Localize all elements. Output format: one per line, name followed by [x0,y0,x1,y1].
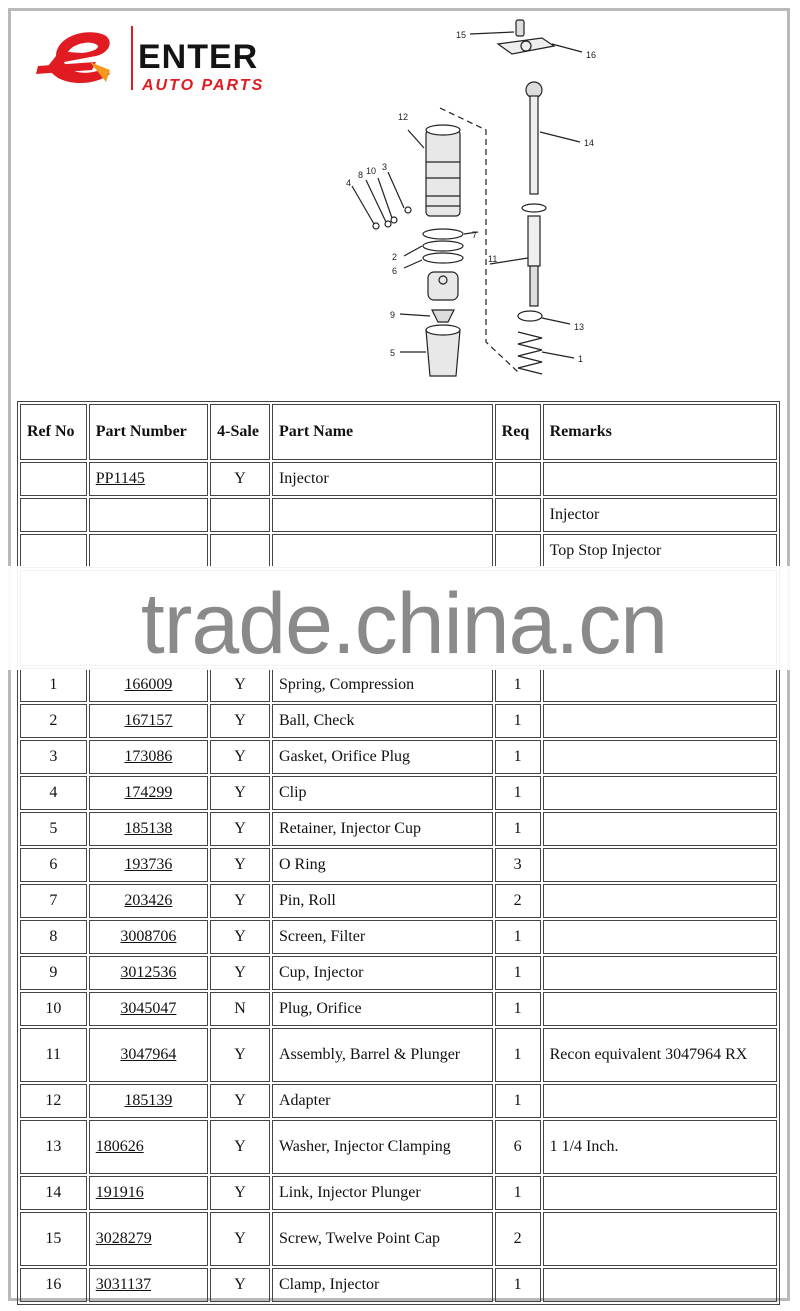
sale-cell [210,534,270,568]
part-number-link[interactable]: 3028279 [95,1230,152,1247]
part-name-cell: Screen, Filter [272,920,493,954]
header-remarks: Remarks [543,404,777,460]
table-parts-rows [20,668,777,1302]
part-number-link[interactable]: 167157 [124,712,173,729]
ref-cell: 13 [20,1120,87,1174]
ref-cell: 15 [20,1212,87,1266]
ref-cell [20,462,87,496]
part-number-cell [89,1268,208,1302]
part-number-cell [89,956,208,990]
req-cell: 2 [495,1212,541,1266]
table-row [20,920,777,954]
remarks-cell [543,462,777,496]
sale-cell: Y [210,1212,270,1266]
req-cell: 6 [495,1120,541,1174]
part-number-link[interactable]: 3047964 [120,1046,177,1063]
part-number-cell [89,776,208,810]
remarks-cell [543,848,777,882]
part-number-cell [89,884,208,918]
header-part-name: Part Name [272,404,493,460]
sale-cell: Y [210,812,270,846]
injector-diagram-icon [330,12,630,392]
remarks-cell [543,884,777,918]
callout-label: 16 [586,50,597,60]
part-number-link[interactable]: 3045047 [120,1000,177,1017]
remarks-cell [543,740,777,774]
callout-label: 5 [390,348,396,358]
part-name-cell: Pin, Roll [272,884,493,918]
part-number-link[interactable]: 3012536 [120,964,177,981]
sale-cell: Y [210,1268,270,1302]
remarks-cell [543,1176,777,1210]
part-number-link[interactable]: 185138 [124,820,173,837]
ref-cell: 8 [20,920,87,954]
parts-table [17,401,780,1305]
part-name-cell: Washer, Injector Clamping [272,1120,493,1174]
part-name-cell: Retainer, Injector Cup [272,812,493,846]
req-cell: 1 [495,1176,541,1210]
part-number-cell [89,1176,208,1210]
ref-cell: 9 [20,956,87,990]
table-row [20,776,777,810]
part-name-cell: Assembly, Barrel & Plunger [272,1028,493,1082]
callout-label: 11 [488,254,498,264]
remarks-cell: Top Stop Injector [543,534,777,568]
brand-logo [34,22,274,92]
callout-label: 2 [392,252,398,262]
part-name-cell: Adapter [272,1084,493,1118]
sale-cell: Y [210,1084,270,1118]
remarks-cell: Injector [543,498,777,532]
sale-cell: Y [210,704,270,738]
header-ref-no: Ref No [20,404,87,460]
logo-wordmark: ENTER [138,38,259,76]
table-top-rows [20,462,777,568]
ref-cell: 3 [20,740,87,774]
part-name-cell: O Ring [272,848,493,882]
part-number-cell [89,920,208,954]
part-number-link[interactable]: 166009 [124,676,173,693]
callout-label: 12 [398,112,409,122]
ref-cell: 6 [20,848,87,882]
remarks-cell [543,992,777,1026]
ref-cell: 11 [20,1028,87,1082]
ref-cell: 12 [20,1084,87,1118]
sale-cell: Y [210,776,270,810]
table-row [20,462,777,496]
ref-cell: 2 [20,704,87,738]
part-number-link[interactable]: 185139 [124,1092,173,1109]
remarks-cell: Recon equivalent 3047964 RX [543,1028,777,1082]
req-cell [495,462,541,496]
part-name-cell: Ball, Check [272,704,493,738]
table-row [20,1120,777,1174]
sale-cell: Y [210,668,270,702]
req-cell: 3 [495,848,541,882]
sale-cell: Y [210,740,270,774]
sale-cell: N [210,992,270,1026]
sale-cell: Y [210,462,270,496]
req-cell [495,498,541,532]
part-number-cell [89,1028,208,1082]
part-number-cell [89,1120,208,1174]
part-name-cell: Clamp, Injector [272,1268,493,1302]
sale-cell: Y [210,1176,270,1210]
callout-label: 13 [574,322,585,332]
callout-label: 6 [392,266,398,276]
remarks-cell [543,1268,777,1302]
req-cell: 1 [495,740,541,774]
remarks-cell [543,776,777,810]
sale-cell: Y [210,956,270,990]
table-header-row [20,404,777,460]
ref-cell: 5 [20,812,87,846]
req-cell: 1 [495,920,541,954]
req-cell: 1 [495,992,541,1026]
part-name-cell: Clip [272,776,493,810]
callout-label: 9 [390,310,396,320]
table-row [20,1084,777,1118]
req-cell: 1 [495,1268,541,1302]
part-number-link[interactable]: 173086 [124,748,173,765]
req-cell: 1 [495,704,541,738]
remarks-cell [543,1084,777,1118]
part-number-cell [89,812,208,846]
req-cell [495,534,541,568]
part-number-link[interactable]: 203426 [124,892,173,909]
part-number-cell [89,498,208,532]
ref-cell: 1 [20,668,87,702]
part-number-cell [89,1212,208,1266]
table-row [20,740,777,774]
table-row [20,956,777,990]
table-row [20,992,777,1026]
ref-cell: 10 [20,992,87,1026]
req-cell: 1 [495,1084,541,1118]
part-name-cell: Link, Injector Plunger [272,1176,493,1210]
remarks-cell: 1 1/4 Inch. [543,1120,777,1174]
callout-label: 15 [456,30,467,40]
part-number-cell [89,740,208,774]
part-number-cell [89,1084,208,1118]
remarks-cell [543,812,777,846]
sale-cell [210,498,270,532]
table-row [20,1028,777,1082]
sale-cell: Y [210,1028,270,1082]
table-row [20,1212,777,1266]
table-row [20,1268,777,1302]
req-cell: 2 [495,884,541,918]
req-cell: 1 [495,668,541,702]
part-number-link[interactable]: 180626 [95,1138,144,1155]
part-number-link[interactable]: 174299 [124,784,173,801]
part-number-cell [89,992,208,1026]
callout-label: 8 [358,170,364,180]
callout-label: 4 [346,178,352,188]
callout-label: 1 [578,354,584,364]
ref-cell: 14 [20,1176,87,1210]
part-number-cell [89,534,208,568]
callout-label: 3 [382,162,388,172]
part-number-link[interactable]: 3008706 [120,928,177,945]
sale-cell: Y [210,920,270,954]
part-name-cell: Cup, Injector [272,956,493,990]
header-4-sale: 4-Sale [210,404,270,460]
part-number-link[interactable]: 191916 [95,1184,144,1201]
part-name-cell [272,534,493,568]
header-req: Req [495,404,541,460]
remarks-cell [543,704,777,738]
table-row [20,534,777,568]
part-name-cell: Gasket, Orifice Plug [272,740,493,774]
part-name-cell [272,498,493,532]
part-name-cell: Screw, Twelve Point Cap [272,1212,493,1266]
watermark-text: trade.china.cn [140,575,668,672]
remarks-cell [543,1212,777,1266]
callout-label: 14 [584,138,595,148]
ref-cell: 16 [20,1268,87,1302]
table-row [20,812,777,846]
ref-cell: 7 [20,884,87,918]
part-name-cell: Spring, Compression [272,668,493,702]
logo-tagline: AUTO PARTS [142,77,265,94]
req-cell: 1 [495,812,541,846]
sale-cell: Y [210,848,270,882]
watermark-banner [0,566,800,670]
part-name-cell: Injector [272,462,493,496]
callout-label: 10 [366,166,377,176]
table-row [20,704,777,738]
table-row [20,884,777,918]
req-cell: 1 [495,956,541,990]
header-part-number: Part Number [89,404,208,460]
part-number-cell [89,848,208,882]
sale-cell: Y [210,1120,270,1174]
part-number-link[interactable]: PP1145 [95,470,145,487]
part-name-cell: Plug, Orifice [272,992,493,1026]
table-row [20,498,777,532]
part-number-cell [89,462,208,496]
logo-e-mark-icon [34,22,144,92]
injector-exploded-diagram [330,12,630,392]
callout-label: 7 [472,230,478,240]
remarks-cell [543,920,777,954]
remarks-cell [543,956,777,990]
req-cell: 1 [495,776,541,810]
ref-cell [20,534,87,568]
ref-cell [20,498,87,532]
table-row [20,1176,777,1210]
req-cell: 1 [495,1028,541,1082]
table-row [20,848,777,882]
sale-cell: Y [210,884,270,918]
part-number-link[interactable]: 193736 [124,856,173,873]
part-number-link[interactable]: 3031137 [95,1276,152,1293]
part-number-cell [89,704,208,738]
ref-cell: 4 [20,776,87,810]
